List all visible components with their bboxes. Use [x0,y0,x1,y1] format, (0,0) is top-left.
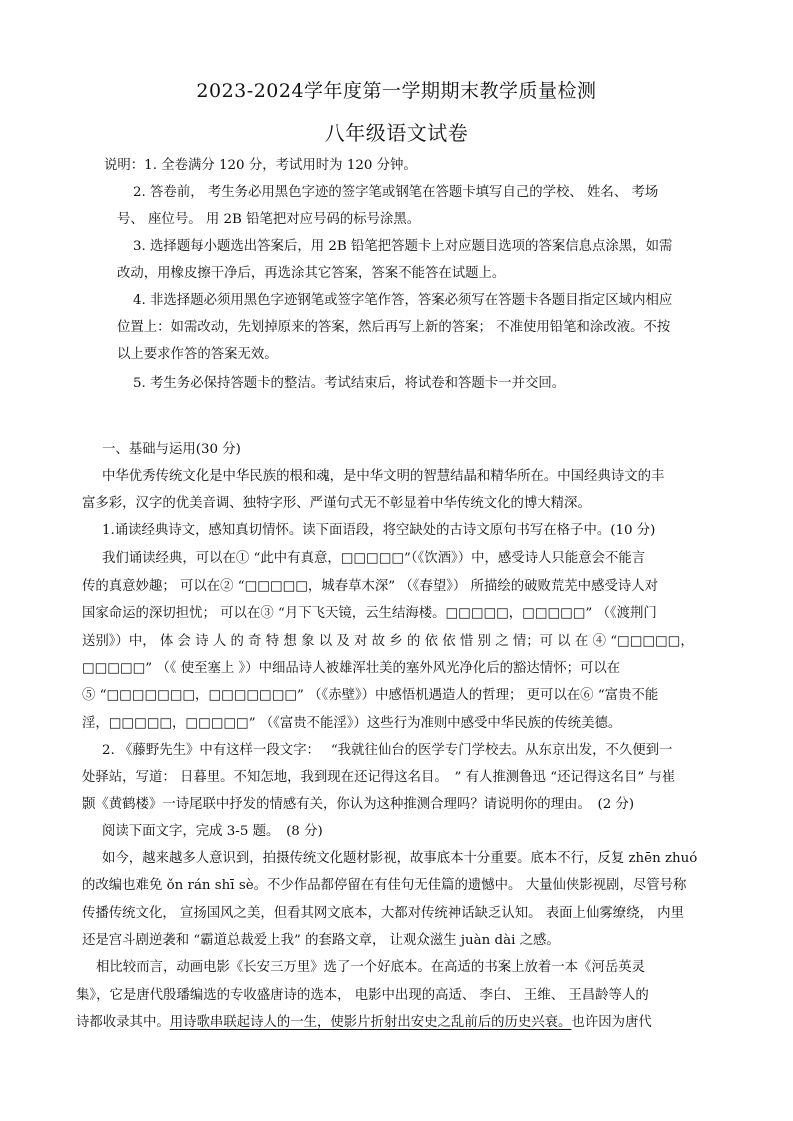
passage-line: 相比较而言，动画电影《长安三万里》选了一个好底本。在高适的书案上放着一本《河岳英灵 [96,960,646,975]
passage-text: 诗都收录其中。 [76,1015,170,1030]
instruction-line: 2. 答卷前， 考生务必用黑色字迹的签字笔或钢笔在答题卡填写自己的学校、 姓名、 考场 [133,185,659,200]
underlined-sentence: 用诗歌串联起诗人的一生，使影片折射出安史之乱前后的历史兴衰。 [169,1015,572,1030]
instruction-line: 位置上：如需改动，先划掉原来的答案，然后再写上新的答案； 不准使用铅笔和涂改液。不按 [117,320,671,335]
passage-line: 如今，越来越多人意识到，拍摄传统文化题材影视，故事底本十分重要。底本不行，反复 zhēn zhuó [102,851,698,866]
instruction-line: 改动，用橡皮擦干净后，再选涂其它答案，答案不能答在试题上。 [117,266,506,281]
section-heading: 一、基础与运用(30 分) [102,442,241,457]
instruction-line: 3. 选择题每小题选出答案后，用 2B 铅笔把答题卡上对应题目选项的答案信息点涂黑，如需 [133,239,673,254]
question-1-line: 国家命运的深切担忧； 可以在③ “月下飞天镜，云生结海楼。□□□□□，□□□□□” （《渡荆门 [82,606,657,621]
question-1-line: 传的真意妙趣； 可以在② “□□□□□，城春草木深” （《春望》） 所描绘的破败荒芜中感受诗人对 [82,579,659,594]
question-1-line: 淫，□□□□□，□□□□□” （《富贵不能淫》）这些行为准则中感受中华民族的传统美德。 [82,716,622,731]
passage-line: 还是宫斗剧逆袭和 “霸道总裁爱上我” 的套路文章， 让观众滋生 juàn dài 之感。 [82,933,560,948]
instruction-line: 说明：1. 全卷满分 120 分，考试用时为 120 分钟。 [104,158,417,173]
question-1-prompt: 1.诵读经典诗文，感知真切情怀。读下面语段，将空缺处的古诗文原句书写在格子中。(10 分) [102,523,656,538]
question-2-line: 颢《黄鹤楼》一诗尾联中抒发的情感有关，你认为这种推测合理吗？请说明你的理由。 (2 分) [82,797,635,812]
intro-line: 富多彩，汉字的优美音调、独特字形、严谨句式无不彰显着中华传统文化的博大精深。 [82,496,591,511]
question-1-line: 我们诵读经典，可以在① “此中有真意，□□□□□”（《饮酒》）中，感受诗人只能意会不能言 [102,551,646,566]
exam-title: 2023-2024学年度第一学期期末教学质量检测 [196,80,597,102]
intro-line: 中华优秀传统文化是中华民族的根和魂，是中华文明的智慧结晶和精华所在。中国经典诗文的丰 [102,469,665,484]
passage-line: 的改编也难免 ǒn rán shī sè。不少作品都停留在有佳句无佳篇的遗憾中。 大量仙侠影视剧，尽管号称 [82,878,687,893]
passage-line: 传播传统文化， 宣扬国风之美，但看其网文底本，大都对传统神话缺乏认知。 表面上仙雾缭绕， 内里 [82,906,684,921]
reading-intro: 阅读下面文字，完成 3-5 题。 (8 分) [102,824,323,839]
instruction-line: 以上要求作答的答案无效。 [117,347,278,362]
instruction-line: 5. 考生务必保持答题卡的整洁。考试结束后，将试卷和答题卡一并交回。 [133,376,566,391]
question-2-line: 处驿站，写道： 日暮里。不知怎地，我到现在还记得这名目。 ” 有人推测鲁迅 “还记得这名目” 与崔 [82,770,676,785]
exam-subtitle: 八年级语文试卷 [324,121,469,145]
instruction-line: 号、 座位号。 用 2B 铅笔把对应号码的标号涂黑。 [117,212,421,227]
question-1-line: ⑤ “□□□□□□□，□□□□□□□” （《赤壁》）中感悟机遇造人的哲理； 更可以在⑥ “富贵不能 [82,688,659,703]
passage-line: 集》，它是唐代殷璠编选的专收盛唐诗的选本， 电影中出现的高适、 李白、 王维、 王昌龄等人的 [76,988,649,1003]
question-2-line: 2. 《藤野先生》中有这样一段文字： “我就往仙台的医学专门学校去。从东京出发，不久便到一 [102,743,673,758]
passage-text: 也许因为唐代 [571,1015,652,1030]
question-1-line: □□□□□” （《 使至塞上 》）中细品诗人被雄浑壮美的塞外风光净化后的豁达情怀；可以在 [82,661,621,676]
instruction-line: 4. 非选择题必须用黑色字迹钢笔或签字笔作答，答案必须写在答题卡各题目指定区域内相应 [133,293,673,308]
passage-line [76,1013,652,1033]
question-1-line: 送别》）中， 体 会 诗 人 的 奇 特 想 象 以 及 对 故 乡 的 依 依 惜 别 之 情；可 以 在 ④ “□□□□□， [82,634,694,649]
